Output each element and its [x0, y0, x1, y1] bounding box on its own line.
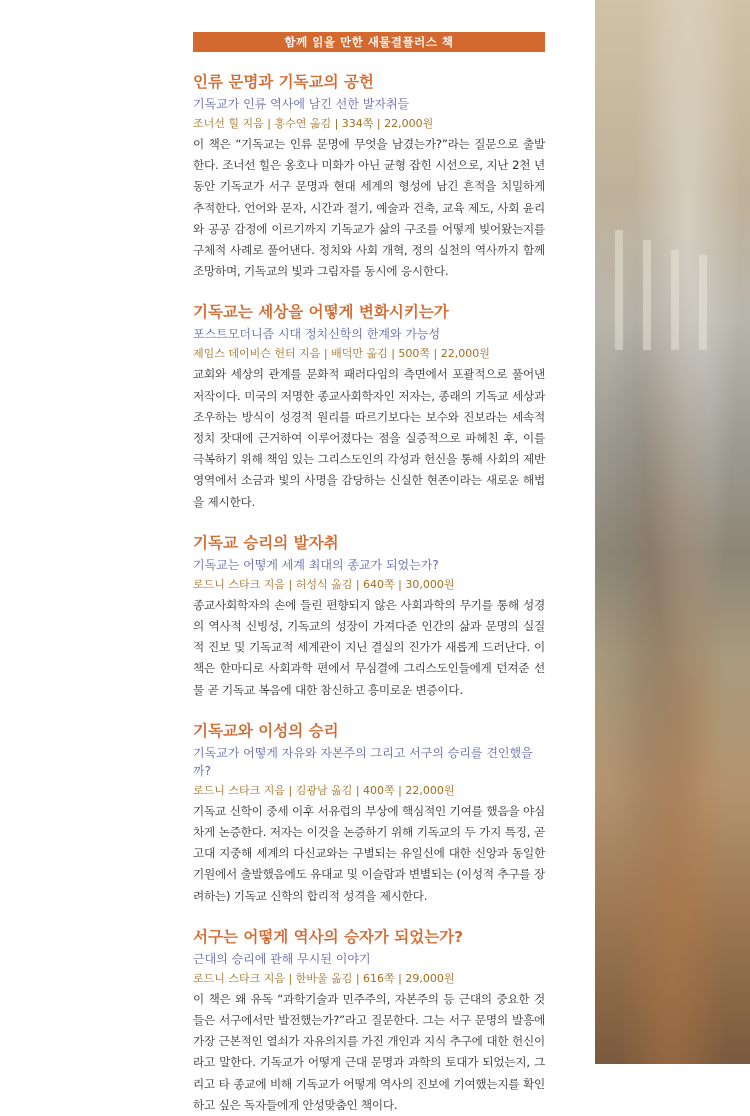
book-subtitle: 포스트모더니즘 시대 정치신학의 한계와 가능성 [193, 327, 441, 342]
book-subtitle: 기독교가 어떻게 자유와 자본주의 그리고 서구의 승리를 견인했을까? [193, 745, 533, 778]
book-title: 기독교와 이성의 승리 [193, 721, 339, 740]
book-entry [193, 72, 545, 282]
book-entry [193, 721, 545, 907]
book-meta: 조너선 힐 지음 | 홍수연 옮김 | 334쪽 | 22,000원 [193, 117, 434, 130]
book-subtitle: 근대의 승리에 관해 무시된 이야기 [193, 951, 371, 966]
book-entry [193, 927, 545, 1116]
book-title: 인류 문명과 기독교의 공헌 [193, 73, 374, 91]
book-subtitle: 기독교는 어떻게 세계 최대의 종교가 되었는가? [193, 557, 439, 572]
book-description: 종교사회학자의 손에 들린 편향되지 않은 사회과학의 무기를 통해 성경의 역사적 신빙성, 기독교의 성장이 가져다준 인간의 삶과 문명의 실질적 진보 및 기독교적 세계관이 지닌 결실의 진가가 새롭게 드러난다. 이 책은 한마디로 사회과학 편에서 무심결에 그리스도인들에게 던져준 선물 곧 기독교 복음에 대한 참신하고 흥미로운 변증이다. [193, 597, 545, 697]
book-title: 서구는 어떻게 역사의 승자가 되었는가? [193, 927, 464, 946]
book-entry [193, 533, 545, 701]
recommended-books-section [193, 32, 545, 1116]
book-description: 이 책은 “기독교는 인류 문명에 무엇을 남겼는가?”라는 질문으로 출발한다. 조너선 힐은 옹호나 미화가 아닌 균형 잡힌 시선으로, 지난 2천 년 동안 기독교가 서구 문명과 현대 세계의 형성에 남긴 흔적을 치밀하게 추적한다. 언어와 문자, 시간과 절기, 예술과 건축, 교육 제도, 사회 윤리와 공공 감정에 이르기까지 기독교가 삶의 구조를 어떻게 빚어왔는지를 구체적 사례로 풀어낸다. 정치와 사회 개혁, 정의 실천의 역사까지 함께 조망하며, 기독교의 빛과 그림자를 동시에 응시한다. [193, 137, 545, 279]
side-artwork [595, 0, 750, 1064]
book-description: 교회와 세상의 관계를 문화적 패러다임의 측면에서 포괄적으로 풀어낸 저작이다. 미국의 저명한 종교사회학자인 저자는, 종래의 기독교 세상과 조우하는 방식이 성경적 원리를 따르기보다는 보수와 진보라는 세속적 정치 잣대에 근거하여 이루어졌다는 점을 실증적으로 파헤친 후, 이를 극복하기 위해 책임 있는 그리스도인의 각성과 헌신을 통해 사회의 제반 영역에서 소금과 빛의 사명을 감당하는 신실한 현존이라는 새로운 해법을 제시한다. [193, 367, 545, 509]
book-title: 기독교는 세상을 어떻게 변화시키는가 [193, 303, 449, 322]
book-meta: 로드니 스타크 지음 | 김광남 옮김 | 400쪽 | 22,000원 [193, 783, 455, 797]
section-banner: 함께 읽을 만한 새물결플러스 책 [193, 32, 545, 52]
book-meta: 제임스 데이비슨 헌터 지음 | 배덕만 옮김 | 500쪽 | 22,000원 [193, 347, 490, 361]
book-subtitle: 기독교가 인류 역사에 남긴 선한 발자취들 [193, 97, 410, 111]
book-title: 기독교 승리의 발자취 [193, 533, 339, 552]
book-description: 이 책은 왜 유독 “과학기술과 민주주의, 자본주의 등 근대의 중요한 것들은 서구에서만 발전했는가?”라고 질문한다. 그는 서구 문명의 발흥에 가장 근본적인 열쇠가 자유의지를 가진 개인과 지식 추구에 대한 헌신이라고 말한다. 기독교가 어떻게 근대 문명과 과학의 토대가 되었는지, 그리고 타 종교에 비해 기독교가 어떻게 역사의 진보에 기여했는지를 확인하고 싶은 독자들에게 안성맞춤인 책이다. [193, 991, 545, 1112]
book-meta: 로드니 스타크 지음 | 허성식 옮김 | 640쪽 | 30,000원 [193, 577, 455, 591]
book-meta: 로드니 스타크 지음 | 한바울 옮김 | 616쪽 | 29,000원 [193, 971, 455, 985]
book-entry [193, 302, 545, 512]
book-description: 기독교 신학이 중세 이후 서유럽의 부상에 핵심적인 기여를 했음을 야심차게 논증한다. 저자는 이것을 논증하기 위해 기독교의 두 가지 특징, 곧 고대 지중해 세계의 다신교와는 구별되는 유일신에 대한 신앙과 동일한 기원에서 출발했음에도 유대교 및 이슬람과 변별되는 (이성적 추구를 장려하는) 기독교 신학의 합리적 성격을 제시한다. [193, 803, 545, 903]
